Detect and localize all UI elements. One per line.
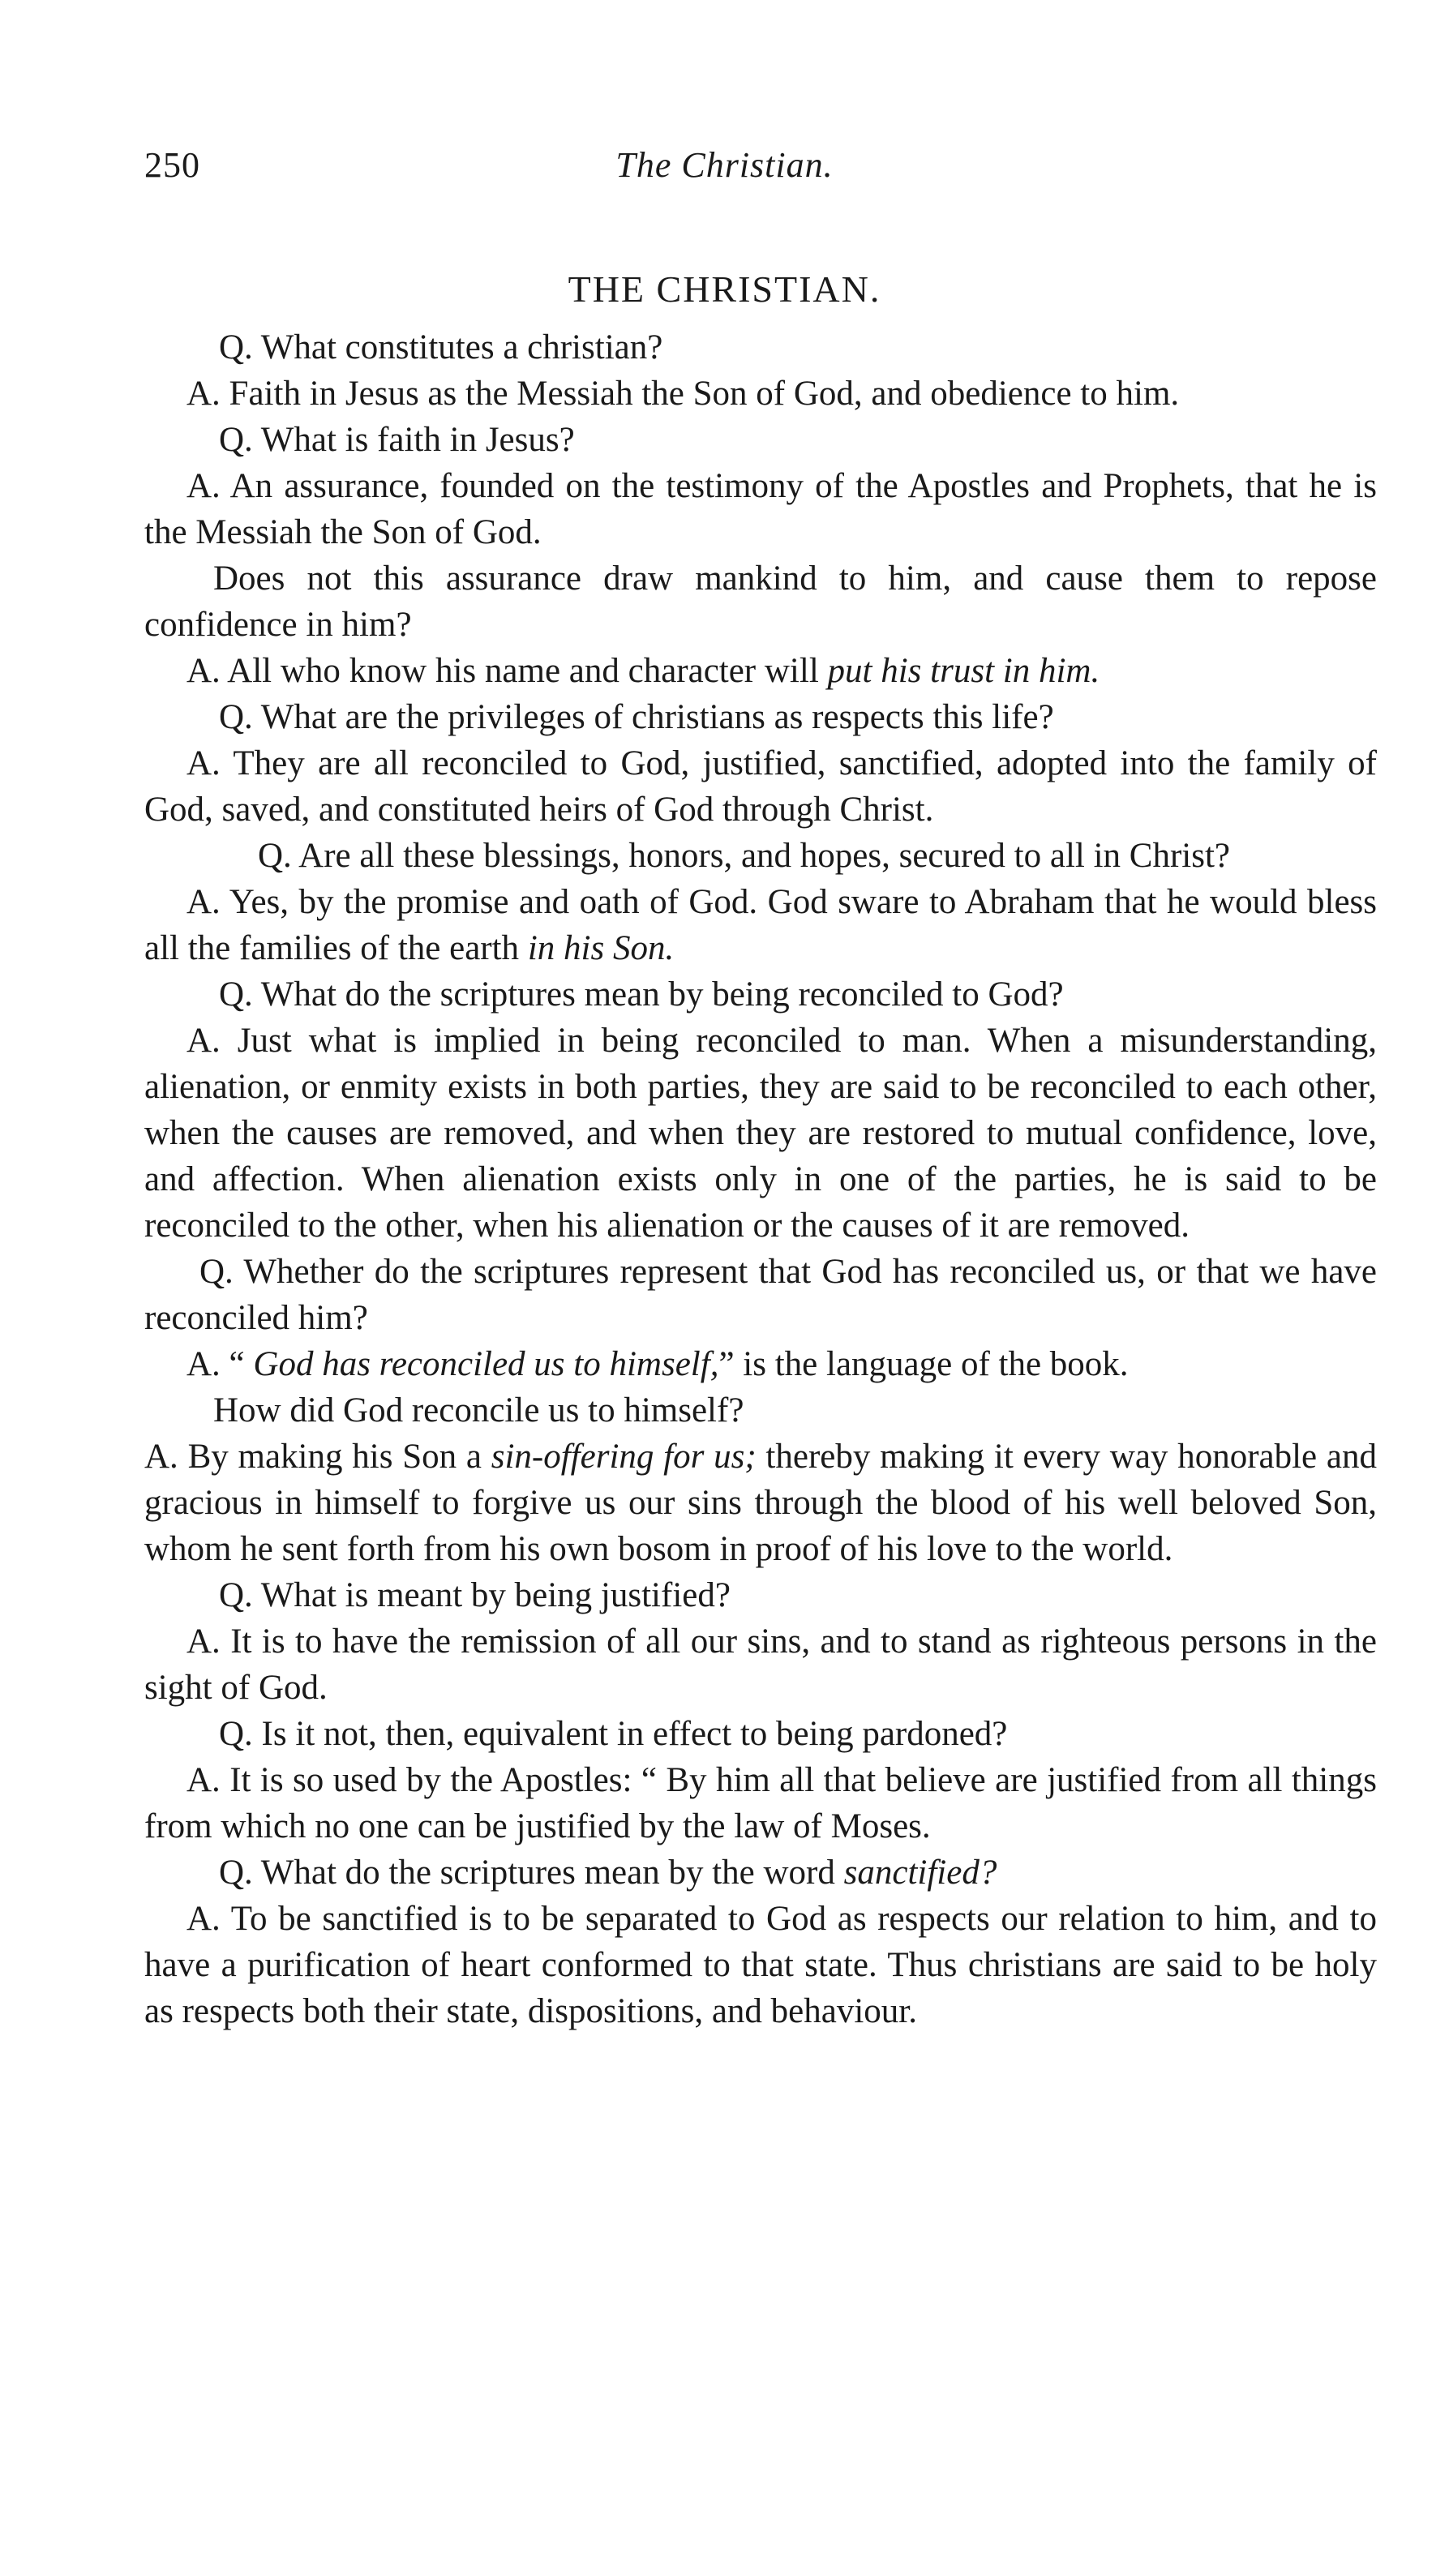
text-segment: A. “	[186, 1345, 254, 1383]
text-segment: Q. Is it not, then, equivalent in effect to being pardoned?	[219, 1715, 1008, 1753]
paragraph	[144, 1018, 1377, 1249]
italic-text: God has reconciled us to himself,	[253, 1345, 719, 1383]
italic-text: sanctified?	[843, 1854, 997, 1892]
italic-text: sin-offering for us;	[491, 1438, 757, 1476]
italic-text: in his Son.	[527, 929, 675, 967]
text-segment: A. All who know his name and character will	[186, 652, 828, 690]
text-segment: ” is the language of the book.	[718, 1345, 1129, 1383]
paragraph	[144, 648, 1377, 694]
text-segment: Q. What do the scriptures mean by being reconciled to God?	[219, 975, 1064, 1014]
text-segment: Q. What is meant by being justified?	[219, 1576, 731, 1614]
paragraph	[144, 1849, 1377, 1896]
text-segment: A. It is so used by the Apostles: “ By him all that believe are justified from all things from which no one can be justified by the law of Moses.	[144, 1761, 1377, 1845]
text-segment: Q. What is faith in Jesus?	[219, 421, 575, 459]
paragraph	[144, 879, 1377, 971]
text-segment: A. Just what is implied in being reconciled to man. When a misunderstanding, alienation, or enmity exists in both parties, they are said to be reconciled to each other, when the causes are removed, and when they are restored to mutual confidence, love, and affection. When alienation exists only in one of the parties, he is said to be reconciled to the other, when his alienation or the causes of it are removed.	[144, 1022, 1377, 1245]
text-segment: How did God reconcile us to himself?	[213, 1391, 744, 1429]
paragraph	[144, 1572, 1377, 1618]
text-segment: A. Faith in Jesus as the Messiah the Son of God, and obedience to him.	[186, 375, 1180, 413]
text-segment: thereby making it every way honorable and gracious in himself to forgive us our sins through the blood of his well beloved Son, whom he sent forth from his own bosom in proof of his love to the world.	[144, 1438, 1377, 1568]
paragraph	[144, 463, 1377, 555]
body-text	[144, 324, 1377, 2034]
paragraph	[144, 1757, 1377, 1849]
italic-text: put his trust in him.	[827, 652, 1100, 690]
paragraph	[144, 1434, 1377, 1572]
text-segment: Q. What do the scriptures mean by the word	[219, 1854, 844, 1892]
paragraph	[144, 371, 1377, 417]
paragraph	[144, 833, 1377, 879]
text-segment: Q. Whether do the scriptures represent that God has reconciled us, or that we have reconciled him?	[144, 1253, 1377, 1337]
page-number: 250	[144, 145, 200, 185]
paragraph	[144, 417, 1377, 463]
paragraph	[144, 1711, 1377, 1757]
text-segment: Does not this assurance draw mankind to him, and cause them to repose confidence in him?	[144, 559, 1377, 644]
text-segment: A. Yes, by the promise and oath of God. God sware to Abraham that he would bless all the families of the earth	[144, 883, 1377, 967]
paragraph	[144, 555, 1377, 648]
paragraph	[144, 740, 1377, 833]
paragraph	[144, 1341, 1377, 1387]
text-segment: A. To be sanctified is to be separated to God as respects our relation to him, and to have a purification of heart conformed to that state. Thus christians are said to be holy as respects both their state, dispositions, and behaviour.	[144, 1900, 1377, 2030]
text-segment: A. It is to have the remission of all our sins, and to stand as righteous persons in the sight of God.	[144, 1622, 1377, 1707]
text-segment: A. They are all reconciled to God, justified, sanctified, adopted into the family of God, saved, and constituted heirs of God through Christ.	[144, 744, 1377, 829]
paragraph	[144, 971, 1377, 1018]
text-segment: Q. What are the privileges of christians as respects this life?	[219, 698, 1054, 736]
paragraph	[144, 1249, 1377, 1341]
running-title: The Christian.	[615, 145, 834, 185]
section-title: THE CHRISTIAN.	[568, 268, 881, 310]
text-segment: Q. Are all these blessings, honors, and hopes, secured to all in Christ?	[258, 837, 1231, 875]
paragraph	[144, 1618, 1377, 1711]
running-head	[144, 144, 1305, 193]
text-segment: Q. What constitutes a christian?	[219, 328, 663, 366]
text-segment: A. By making his Son a	[144, 1438, 491, 1476]
paragraph	[144, 1896, 1377, 2034]
paragraph	[144, 1387, 1377, 1434]
paragraph	[144, 324, 1377, 371]
text-segment: A. An assurance, founded on the testimony of the Apostles and Prophets, that he is the Messiah the Son of God.	[144, 467, 1377, 551]
paragraph	[144, 694, 1377, 740]
